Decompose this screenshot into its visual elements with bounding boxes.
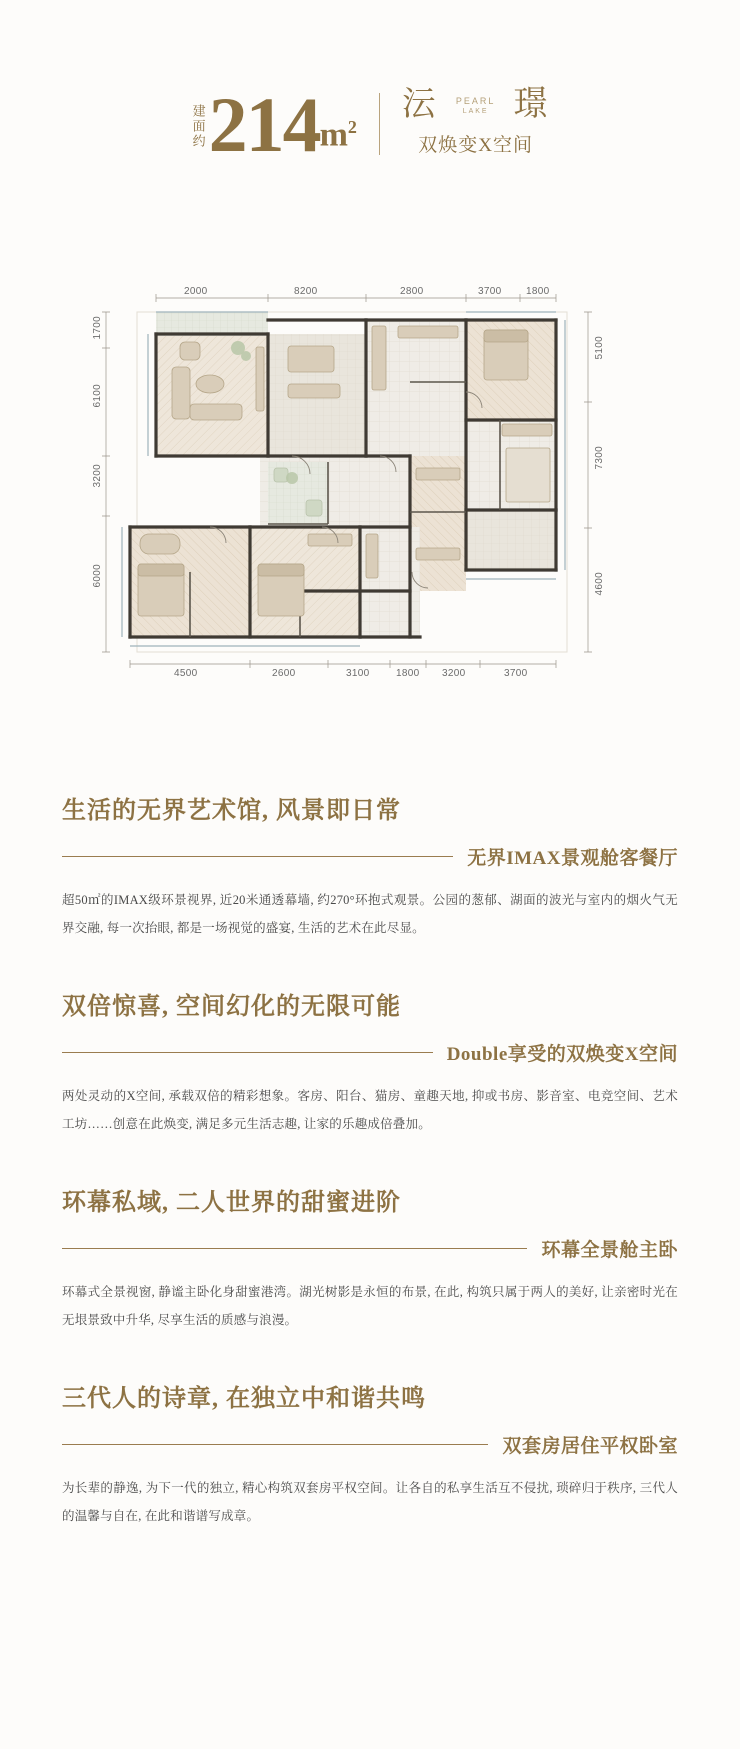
dim-bottom-2: 2600 <box>272 668 296 679</box>
section-3 <box>0 1182 740 1334</box>
section-subtitle-row <box>62 1431 678 1458</box>
page-header <box>0 81 740 168</box>
section-subtitle-row <box>62 1039 678 1066</box>
dim-bottom-4: 1800 <box>396 668 420 679</box>
dim-top-1: 2000 <box>184 286 208 297</box>
area-prefix-label: 建面约 <box>190 104 206 149</box>
section-subtitle-row <box>62 843 678 870</box>
dim-left-1: 1700 <box>92 316 103 340</box>
page-title: 214 <box>208 81 320 168</box>
dim-left-2: 6100 <box>92 384 103 408</box>
brand-block <box>402 86 550 157</box>
dim-left-4: 6000 <box>92 564 103 588</box>
section-rule <box>62 1052 433 1053</box>
section-body: 超50㎡的IMAX级环景视界, 近20米通透幕墙, 约270°环抱式观景。公园的葱郁、湖面的波光与室内的烟火气无界交融, 每一次抬眼, 都是一场视觉的盛宴, 生活的艺术在此尽显。 <box>62 893 678 935</box>
dim-bottom-1: 4500 <box>174 668 198 679</box>
section-body: 环幕式全景视窗, 静谧主卧化身甜蜜港湾。湖光树影是永恒的布景, 在此, 构筑只属于两人的美好, 让亲密时光在无垠景致中升华, 尽享生活的质感与浪漫。 <box>62 1285 678 1327</box>
section-subtitle: 双套房居住平权卧室 <box>502 1436 678 1457</box>
section-4 <box>0 1378 740 1530</box>
brand-name-left: 沄 <box>401 86 438 123</box>
area-unit-label <box>320 107 357 155</box>
section-subtitle: Double享受的双焕变X空间 <box>446 1044 678 1065</box>
section-rule <box>62 1248 527 1249</box>
section-subtitle: 无界IMAX景观舱客餐厅 <box>467 848 678 869</box>
dim-top-5: 1800 <box>526 286 550 297</box>
brand-subtitle: 双焕变X空间 <box>418 135 534 156</box>
section-title: 双倍惊喜, 空间幻化的无限可能 <box>62 994 401 1020</box>
section-2 <box>0 986 740 1138</box>
section-subtitle: 环幕全景舱主卧 <box>541 1240 678 1261</box>
dim-bottom-5: 3200 <box>442 668 466 679</box>
dim-right-3: 4600 <box>594 572 605 596</box>
brand-logo-en <box>456 96 496 115</box>
dim-top-4: 3700 <box>478 286 502 297</box>
dim-bottom-3: 3100 <box>346 668 370 679</box>
header-inner <box>190 81 550 168</box>
dim-bottom-6: 3700 <box>504 668 528 679</box>
section-rule <box>62 1444 488 1445</box>
area-unit-text: m <box>319 116 348 153</box>
brand-top-row <box>402 86 550 124</box>
brand-name-right: 璟 <box>513 86 550 123</box>
brand-en-line1: PEARL <box>455 95 496 106</box>
section-body: 两处灵动的X空间, 承载双倍的精彩想象。客房、阳台、猫房、童趣天地, 抑或书房、影音室、电竞空间、艺术工坊……创意在此焕变, 满足多元生活志趣, 让家的乐趣成倍叠加。 <box>62 1089 678 1131</box>
section-1 <box>0 790 740 942</box>
dim-right-1: 5100 <box>594 336 605 360</box>
section-body: 为长辈的静逸, 为下一代的独立, 精心构筑双套房平权空间。让各自的私享生活互不侵扰, 琐碎归于秩序, 三代人的温馨与自在, 在此和谐谱写成章。 <box>62 1481 678 1523</box>
dim-top-2: 8200 <box>294 286 318 297</box>
section-rule <box>62 856 453 857</box>
dim-right-2: 7300 <box>594 446 605 470</box>
floor-plan-drawing <box>60 272 680 722</box>
brand-en-line2: LAKE <box>462 107 489 115</box>
header-divider <box>379 93 380 155</box>
section-title: 环幕私域, 二人世界的甜蜜进阶 <box>62 1190 401 1216</box>
dim-top-3: 2800 <box>400 286 424 297</box>
section-title: 生活的无界艺术馆, 风景即日常 <box>62 798 401 824</box>
section-subtitle-row <box>62 1235 678 1262</box>
content-sections <box>0 790 740 1574</box>
floor-plan <box>60 272 680 722</box>
dim-left-3: 3200 <box>92 464 103 488</box>
section-title: 三代人的诗章, 在独立中和谐共鸣 <box>62 1386 426 1412</box>
area-unit-superscript: 2 <box>347 116 357 137</box>
